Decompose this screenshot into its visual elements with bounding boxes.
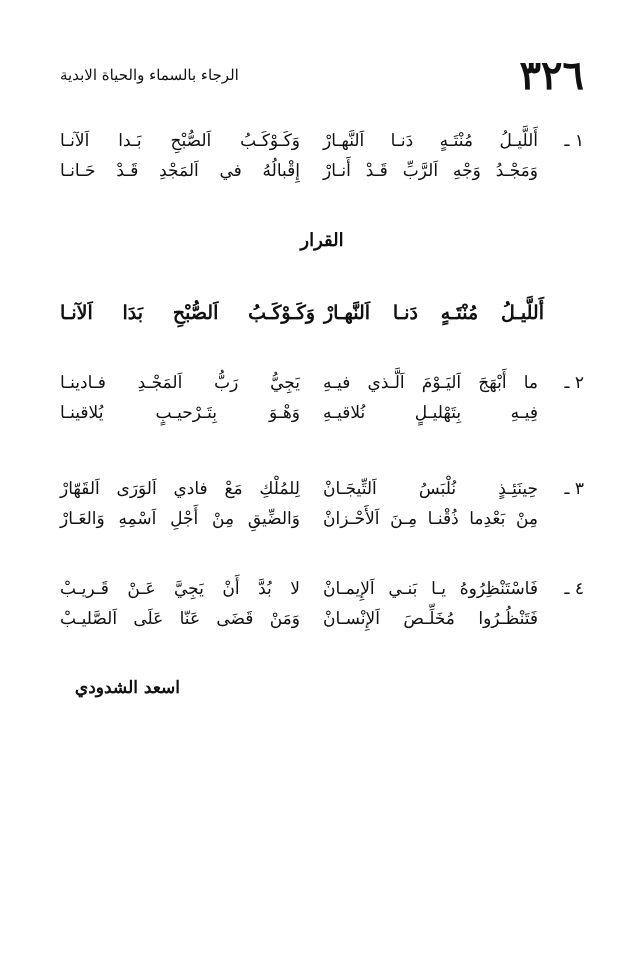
verse-line bbox=[60, 126, 584, 156]
verse-line bbox=[60, 474, 584, 504]
verse-hemistich-left: وَكَـوْكَـبُ اَلصُّبْحِ بَـدا اَلآنـا bbox=[60, 131, 300, 151]
verse-hemistich-left: وَهْـوَ بِتَـرْحيـبٍ يُلاقينـا bbox=[60, 403, 300, 423]
section-title: الرجاء بالسماء والحياة الابدية bbox=[60, 66, 239, 84]
verse-hemistich-right: فِيـهِ بِتَهْليـلٍ نُلاقيـهِ bbox=[323, 403, 538, 423]
verse-hemistich-right: فَتَنْظُـرُوا مُخَلِّـصَ اَلإِنْسـانْ bbox=[323, 609, 538, 629]
refrain-title: القرار bbox=[300, 230, 344, 251]
verse-hemistich-left: يَجِيُّ رَبُّ اَلمَجْـدِ فـادينـا bbox=[60, 373, 300, 393]
refrain-line bbox=[60, 296, 584, 330]
verse-hemistich-left: وَالضِّيقِ مِنْ أَجْلِ اَسْمِهِ وَالعَـارْ bbox=[60, 509, 300, 529]
verse-hemistich-right: وَمَجْـدُ وَجْهِ اَلرَّبِّ قَـدْ أَنـارْ bbox=[323, 161, 538, 181]
verse-line bbox=[60, 368, 584, 398]
stanza-2 bbox=[60, 368, 584, 428]
verse-hemistich-right: حِينَئِـذٍ نُلْبَسُ اَلتِّيجَـانْ bbox=[323, 479, 538, 499]
stanza-number: ٤ ـ bbox=[564, 579, 584, 599]
verse-line bbox=[60, 604, 584, 634]
verse-hemistich-right: فَاسْتَنْظِرُوهُ يـا بَنـي اَلإِيمـانْ bbox=[323, 579, 538, 599]
verse-line bbox=[60, 574, 584, 604]
verse-hemistich-right: ما أَبْهَجَ اَليَـوْمَ اَلَّـذي فيـهِ bbox=[323, 373, 538, 393]
verse-hemistich-left: إِقْبالُهُ في اَلمَجْدِ قَـدْ حَـانـا bbox=[60, 161, 300, 181]
page-number: ٣٢٦ bbox=[519, 51, 584, 99]
verse-hemistich-right: مِنْ بَعْدِما ذُقْنـا مِـنَ اَلأَحْـزانْ bbox=[323, 509, 538, 529]
stanza-number: ٣ ـ bbox=[564, 479, 584, 499]
stanza-1 bbox=[60, 126, 584, 186]
stanza-number: ٢ ـ bbox=[564, 373, 584, 393]
verse-hemistich-right: أَللَّيـلُ مُنْتَـهٍ دَنـا اَلنَّهـارْ bbox=[323, 131, 538, 151]
refrain-hemistich-left: وَكَـوْكَـبُ اَلصُّبْحِ بَدَا اَلآنـا bbox=[60, 302, 315, 324]
verse-line bbox=[60, 156, 584, 186]
refrain-hemistich-right: أَللَّيـلُ مُنْتَـهٍ دَنـا اَلنَّهـارْ bbox=[324, 302, 544, 324]
verse-hemistich-left: وَمَنْ قَضَى عَنّا عَلَى اَلصَّليـبْ bbox=[60, 609, 300, 629]
verse-hemistich-left: لِلمُلْكِ مَعْ فادي اَلوَرَى اَلقَهّارْ bbox=[60, 479, 300, 499]
verse-line bbox=[60, 398, 584, 428]
verse-line bbox=[60, 504, 584, 534]
page-header bbox=[60, 50, 584, 100]
author-name: اسعد الشدودي bbox=[74, 678, 180, 698]
stanza-3 bbox=[60, 474, 584, 534]
stanza-4 bbox=[60, 574, 584, 634]
verse-hemistich-left: لا بُدَّ أَنْ يَجِيَّ عَـنْ قَـريـبْ bbox=[60, 579, 300, 599]
stanza-number: ١ ـ bbox=[564, 131, 584, 151]
